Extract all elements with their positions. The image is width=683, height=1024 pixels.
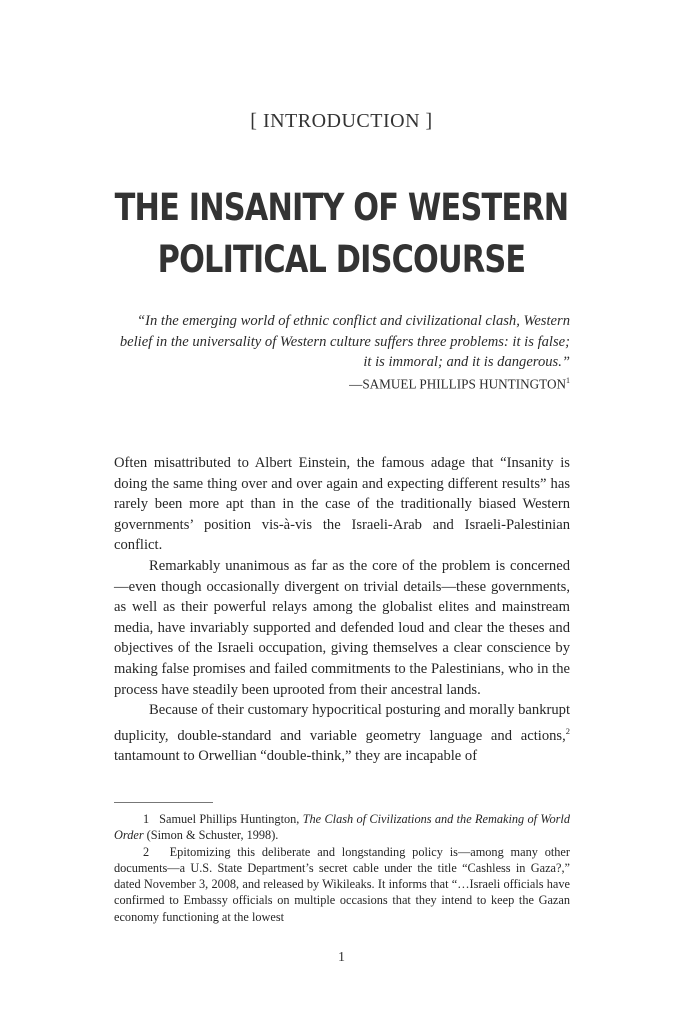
paragraph-3 (114, 700, 570, 767)
footnote-1 (114, 811, 570, 844)
footnote-divider (114, 802, 213, 803)
footnote-1-text-a: Samuel Phillips Huntington, (159, 812, 303, 826)
footnote-ref-2: 2 (565, 725, 570, 736)
footnote-2-text: Epitomizing this deliberate and longstanding policy is—among many other documents—a U.S. State Department’s secret cable under the title “Cashless in Gaza?,” dated November 3, 2008, and released by Wikileaks. It informs that “…Israeli officials have confirmed to Embassy officials on multiple occasions that they intend to keep the Gazan economy functioning at the lowest (114, 844, 570, 924)
paragraph-3-text-a: Because of their customary hypocritical posturing and morally bankrupt duplicity, double-standard and variable geometry language and actions, (114, 702, 570, 744)
footnote-1-book-title: The Clash of Civilizations and the Remaking of World Order (114, 812, 570, 843)
paragraph-1: Often misattributed to Albert Einstein, the famous adage that “Insanity is doing the same thing over and over again and expecting different results” has rarely been more apt than in the case of the traditionally biased Western governments’ position vis-à-vis the Israeli-Arab and Israeli-Palestinian conflict. (114, 455, 570, 554)
chapter-title (61, 182, 621, 286)
footnote-2-number: 2 (143, 844, 150, 859)
footnote-2 (114, 844, 570, 925)
chapter-title-line-2: POLITICAL DISCOURSE (157, 238, 526, 281)
epigraph-quote: “In the emerging world of ethnic conflict and civilizational clash, Western belief in the universality of Western culture suffers three problems: it is false; it is immoral; and it is dangerous.” (119, 313, 570, 370)
chapter-title-line-1: THE INSANITY OF WESTERN (114, 186, 569, 229)
footnote-ref-1: 1 (566, 376, 570, 385)
epigraph-attribution (114, 376, 570, 392)
body-text (114, 453, 570, 767)
paragraph-3-text-b: tantamount to Orwellian “double-think,” they are incapable of (114, 748, 478, 765)
section-label: [ INTRODUCTION ] (250, 110, 433, 132)
footnotes (114, 811, 570, 925)
epigraph-author: —SAMUEL PHILLIPS HUNTINGTON (349, 376, 566, 392)
page-number: 1 (338, 950, 345, 965)
paragraph-2: Remarkably unanimous as far as the core of the problem is concerned—even though occasionally divergent on trivial details—these governments, as well as their powerful relays among the globalist elites and mainstream media, have invariably supported and defended loud and clear the theses and objectives of the Israeli occupation, giving themselves a clear conscience by making false promises and failed commitments to the Palestinians, who in the process have steadily been uprooted from their ancestral lands. (114, 557, 570, 698)
footnote-1-text-b: (Simon & Schuster, 1998). (143, 828, 279, 843)
footnote-1-number: 1 (143, 812, 150, 826)
